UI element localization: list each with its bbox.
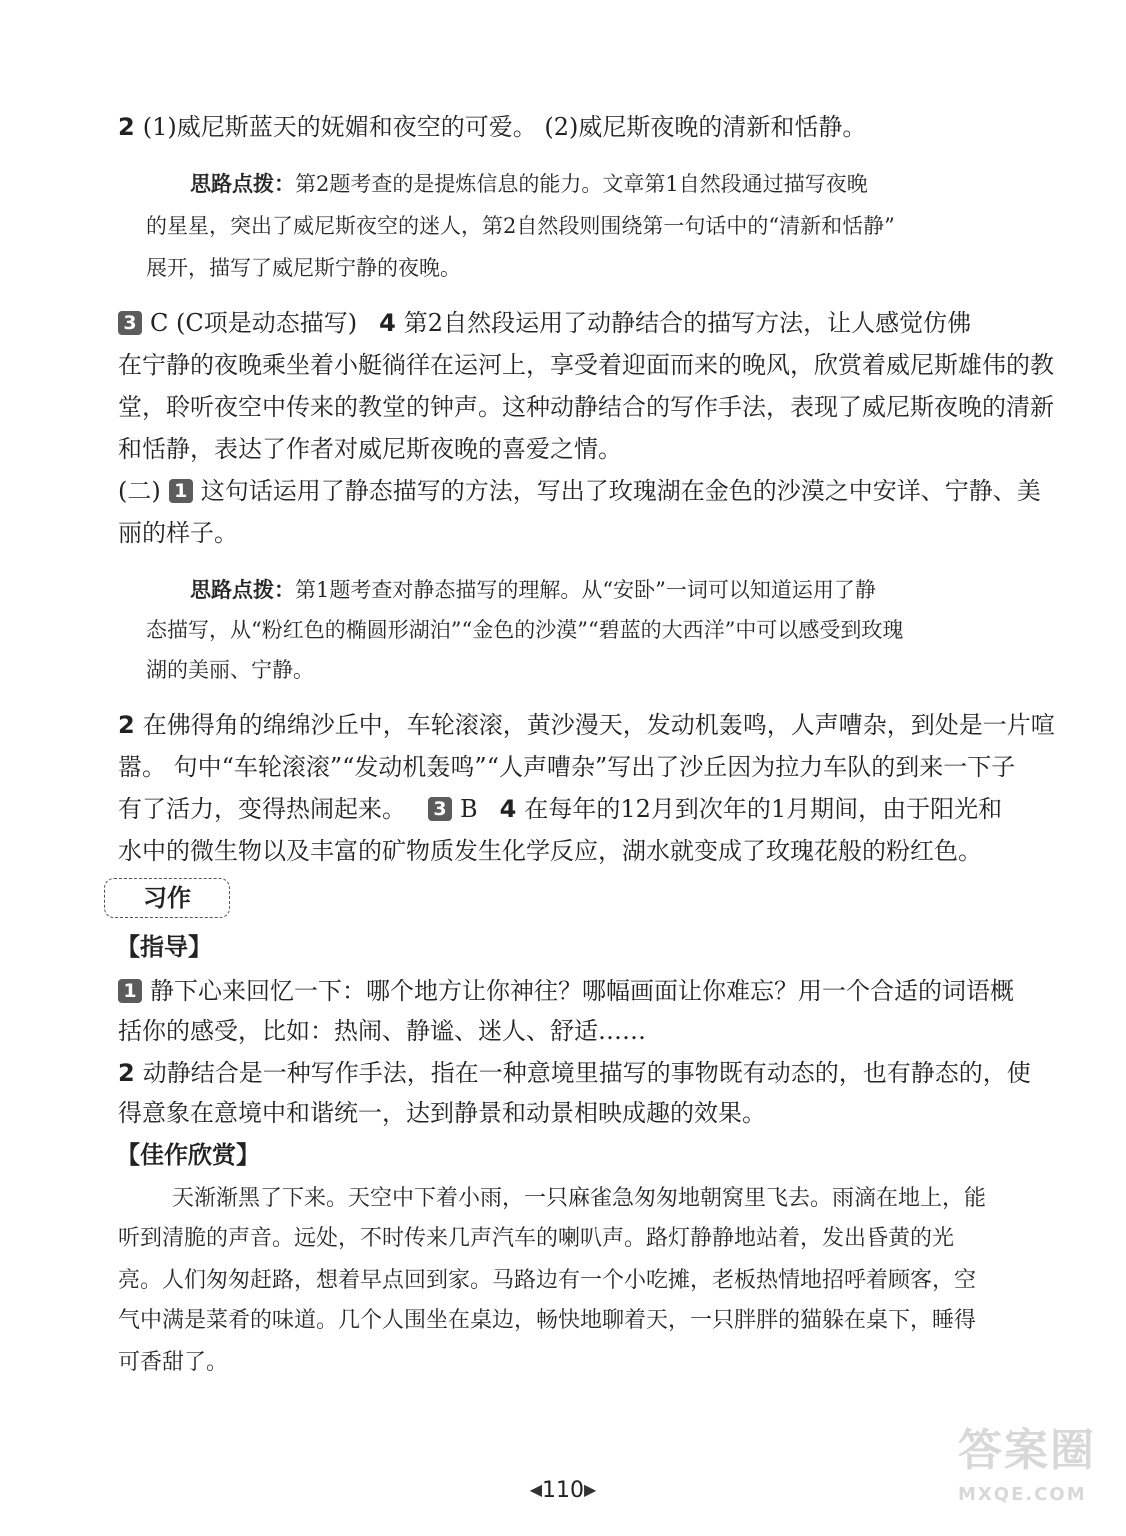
hint2-line2: 态描写，从“粉红色的椭圆形湖泊”“金色的沙漠”“碧蓝的大西洋”中可以感受到玫瑰 [146, 618, 904, 642]
part2-q1-line2: 丽的样子。 [118, 519, 238, 547]
part2-q2-line1 [118, 710, 1055, 740]
part2-q4-number: 4 [499, 795, 517, 823]
watermark-logo-text: 答案圈 [958, 1425, 1096, 1476]
hint1-label: 思路点拨： [190, 172, 295, 196]
hint1-text1: 第2题考查的是提炼信息的能力。文章第1自然段通过描写夜晚 [295, 172, 868, 196]
guide1-line2: 括你的感受，比如：热闹、静谧、迷人、舒适…… [118, 1017, 646, 1045]
part2-q4-text: 在每年的12月到次年的1月期间，由于阳光和 [524, 795, 1003, 823]
part2-q1-line1 [118, 476, 1041, 506]
part2-q2-line2: 嚣。 句中“车轮滚滚”“发动机轰鸣”“人声嘈杂”写出了沙丘因为拉力车队的到来一下子 [118, 753, 1016, 781]
q4-number: 4 [379, 309, 396, 337]
q4-line2: 在宁静的夜晚乘坐着小艇徜徉在运河上，享受着迎面而来的晚风，欣赏着威尼斯雄伟的教 [118, 351, 1054, 379]
watermark-site-text: MXQE.COM [958, 1484, 1087, 1505]
part2-q2-line3 [118, 794, 1002, 824]
hint2-line1 [190, 576, 876, 604]
part2-q1-badge: 1 [169, 479, 193, 503]
part2-q2-number: 2 [118, 711, 135, 739]
hint2-line3: 湖的美丽、宁静。 [146, 658, 314, 682]
section-title-writing: 习作 [104, 878, 230, 918]
guide1-line1 [118, 976, 1014, 1006]
q2-answer [118, 112, 866, 142]
part2-q3-badge: 3 [428, 797, 452, 821]
guide1-badge: 1 [118, 979, 142, 1003]
triangle-left-icon: ◀ [529, 1480, 542, 1499]
guide2-line1 [118, 1058, 1031, 1088]
guide-heading: 【指导】 [116, 933, 212, 961]
triangle-right-icon: ▶ [584, 1480, 597, 1499]
hint2-label: 思路点拨： [190, 578, 295, 602]
essay-line: 亮。人们匆匆赶路，想着早点回到家。马路边有一个小吃摊，老板热情地招呼着顾客，空 [118, 1268, 977, 1293]
part2-q2-text: 在佛得角的绵绵沙丘中，车轮滚滚，黄沙漫天，发动机轰鸣，人声嘈杂，到处是一片喧 [142, 711, 1055, 739]
guide2-text: 动静结合是一种写作手法，指在一种意境里描写的事物既有动态的，也有静态的，使 [142, 1059, 1031, 1087]
page-number-text: 110 [542, 1478, 584, 1503]
hint2-text1: 第1题考查对静态描写的理解。从“安卧”一词可以知道运用了静 [295, 578, 876, 602]
q3-line1 [118, 308, 971, 338]
essay-line: 天渐渐黑了下来。天空中下着小雨，一只麻雀急匆匆地朝窝里飞去。雨滴在地上，能 [172, 1186, 987, 1211]
q4-line3: 堂，聆听夜空中传来的教堂的钟声。这种动静结合的写作手法，表现了威尼斯夜晚的清新 [118, 393, 1054, 421]
q4-line4: 和恬静，表达了作者对威尼斯夜晚的喜爱之情。 [118, 435, 622, 463]
guide1-text: 静下心来回忆一下：哪个地方让你神往？哪幅画面让你难忘？用一个合适的词语概 [150, 977, 1014, 1005]
essay-line: 可香甜了。 [118, 1350, 229, 1375]
part2-q1-text: 这句话运用了静态描写的方法，写出了玫瑰湖在金色的沙漠之中安详、宁静、美 [200, 477, 1041, 505]
part2-q2-text-end: 有了活力，变得热闹起来。 [118, 795, 406, 823]
essay-line: 听到清脆的声音。远处，不时传来几声汽车的喇叭声。路灯静静地站着，发出昏黄的光 [118, 1226, 955, 1251]
part2-q4-line2: 水中的微生物以及丰富的矿物质发生化学反应，湖水就变成了玫瑰花般的粉红色。 [118, 837, 982, 865]
part2-q3-answer: B [460, 795, 478, 823]
hint1-line1 [190, 170, 868, 198]
essay-line: 气中满是菜肴的味道。几个人围坐在桌边，畅快地聊着天，一只胖胖的猫躲在桌下，睡得 [118, 1308, 977, 1333]
q3-answer: C (C项是动态描写) [150, 309, 358, 337]
hint1-line2: 的星星，突出了威尼斯夜空的迷人，第2自然段则围绕第一句话中的“清新和恬静” [146, 214, 895, 238]
q2-text: (1)威尼斯蓝天的妩媚和夜空的可爱。 (2)威尼斯夜晚的清新和恬静。 [142, 113, 867, 141]
part2-prefix: (二) [118, 477, 161, 505]
q3-badge: 3 [118, 311, 142, 335]
hint1-line3: 展开，描写了威尼斯宁静的夜晚。 [146, 256, 461, 280]
q4-text-start: 第2自然段运用了动静结合的描写方法，让人感觉仿佛 [403, 309, 972, 337]
watermark-logo [958, 1414, 1118, 1524]
guide2-number: 2 [118, 1059, 135, 1087]
guide2-line2: 得意象在意境中和谐统一，达到静景和动景相映成趣的效果。 [118, 1099, 766, 1127]
q2-number: 2 [118, 113, 135, 141]
showcase-heading: 【佳作欣赏】 [116, 1141, 260, 1169]
